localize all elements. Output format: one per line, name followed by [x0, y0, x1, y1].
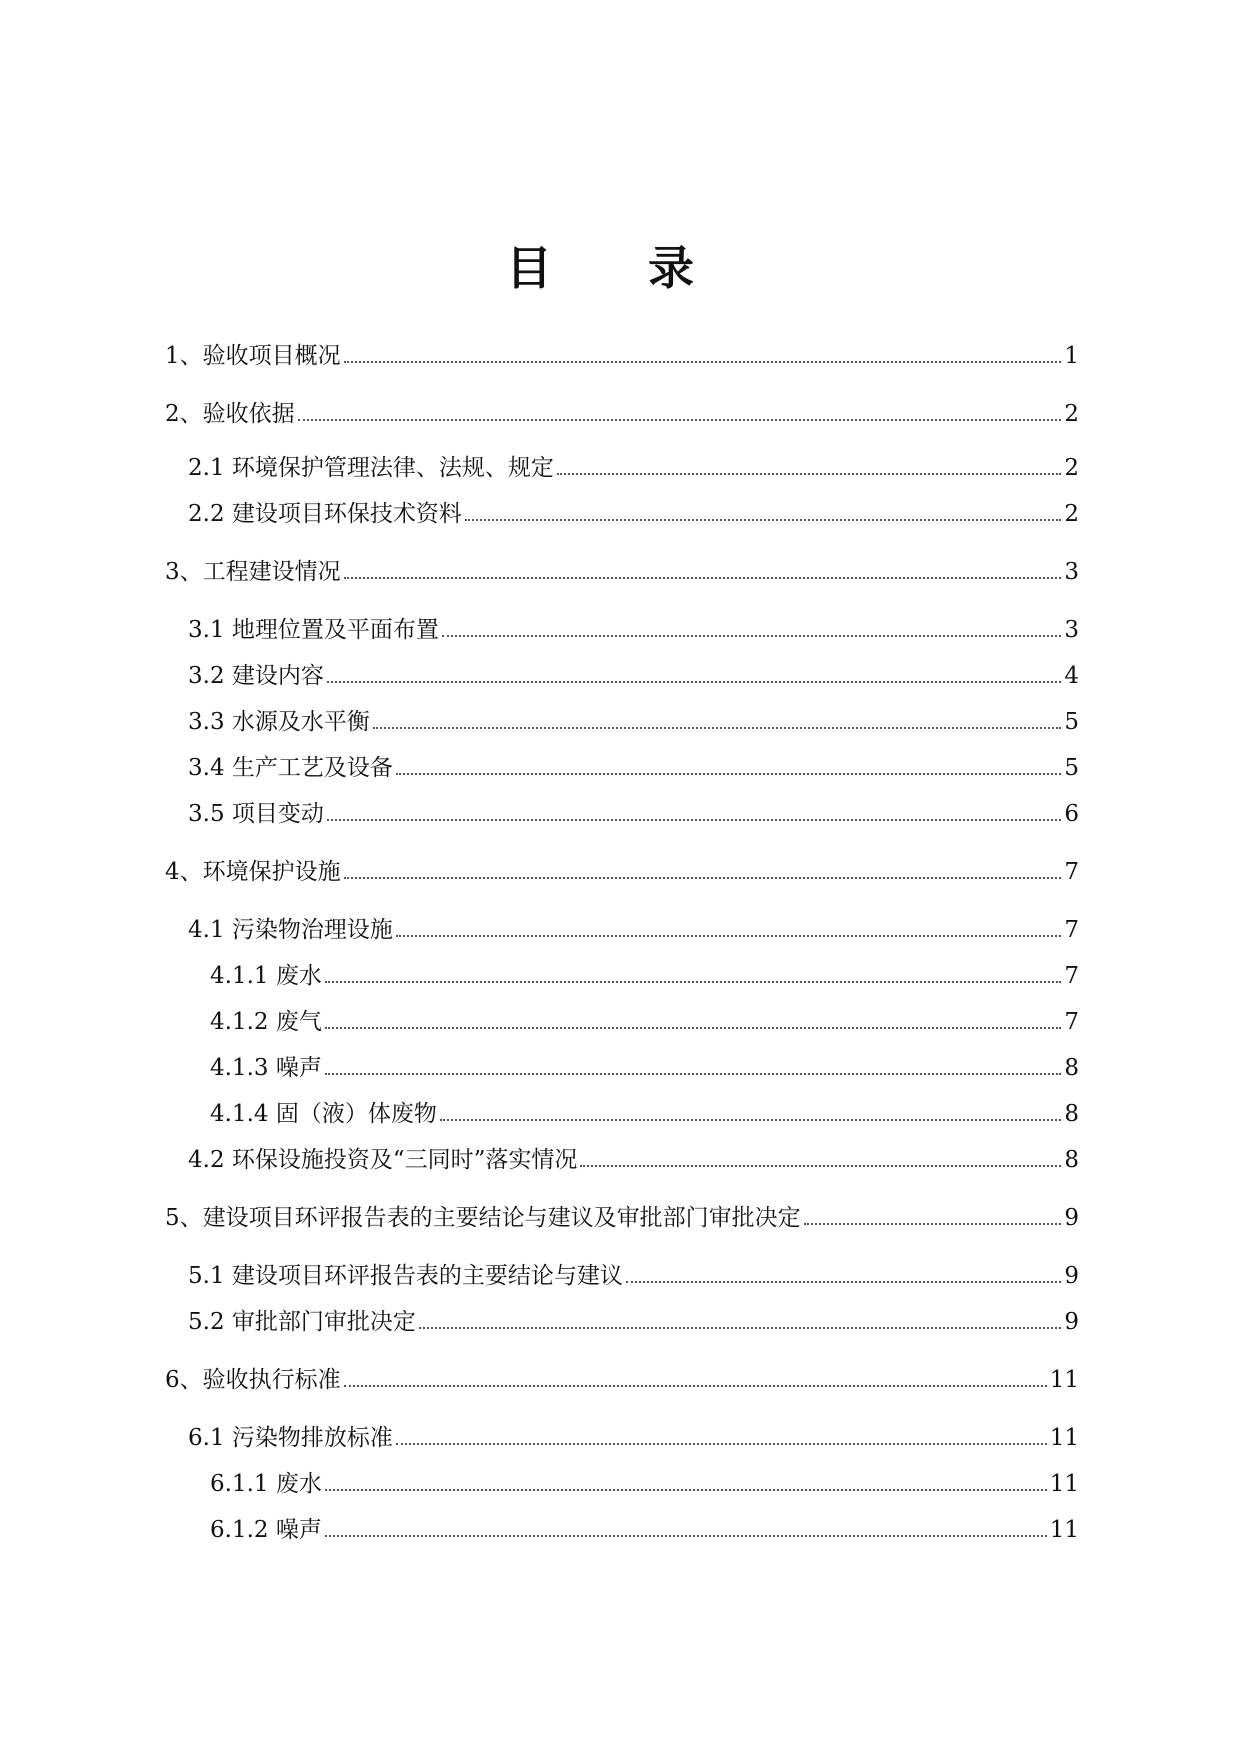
toc-entry-label: 6.1 污染物排放标准: [188, 1425, 393, 1451]
toc-entry-page: 7: [1064, 859, 1079, 885]
toc-entry-label: 2.1 环境保护管理法律、法规、规定: [188, 455, 554, 481]
toc-leader-dots: [373, 727, 1061, 729]
toc-entry-label: 3.1 地理位置及平面布置: [188, 617, 439, 643]
toc-entry-page: 11: [1049, 1367, 1079, 1393]
toc-entry-page: 1: [1064, 343, 1079, 369]
toc-entry[interactable]: [210, 1468, 1079, 1500]
toc-entry-page: 11: [1049, 1425, 1079, 1451]
toc-entry-label: 3.4 生产工艺及设备: [188, 755, 393, 781]
toc-entry[interactable]: [188, 914, 1079, 946]
toc-leader-dots: [442, 635, 1061, 637]
toc-entry-label: 4.1.2 废气: [210, 1009, 322, 1035]
toc-entry-page: 9: [1064, 1309, 1079, 1335]
toc-entry[interactable]: [210, 960, 1079, 992]
toc-entry-label: 4.1 污染物治理设施: [188, 917, 393, 943]
toc-entry-label: 4.2 环保设施投资及“三同时”落实情况: [188, 1147, 578, 1173]
toc-leader-dots: [626, 1281, 1061, 1283]
toc-entry-label: 6.1.2 噪声: [210, 1517, 322, 1543]
toc-entry-page: 8: [1064, 1147, 1079, 1173]
toc-entry-label: 4.1.3 噪声: [210, 1055, 322, 1081]
toc-entry-page: 5: [1064, 755, 1079, 781]
toc-entry[interactable]: [165, 1364, 1079, 1396]
toc-entry-label: 4.1.4 固（液）体废物: [210, 1101, 437, 1127]
toc-leader-dots: [325, 1535, 1047, 1537]
toc-entry-page: 7: [1064, 917, 1079, 943]
toc-leader-dots: [804, 1223, 1062, 1225]
toc-entry[interactable]: [188, 798, 1079, 830]
toc-entry-label: 5.1 建设项目环评报告表的主要结论与建议: [188, 1263, 623, 1289]
toc-leader-dots: [419, 1327, 1061, 1329]
toc-entry[interactable]: [188, 706, 1079, 738]
toc-entry-label: 6.1.1 废水: [210, 1471, 322, 1497]
toc-entry-page: 2: [1064, 401, 1079, 427]
toc-leader-dots: [327, 819, 1061, 821]
toc-entry-page: 2: [1064, 501, 1079, 527]
toc-entry-page: 7: [1064, 963, 1079, 989]
toc-entry[interactable]: [210, 1006, 1079, 1038]
toc-leader-dots: [325, 981, 1062, 983]
toc-entry-label: 1、验收项目概况: [165, 343, 341, 369]
toc-entry-page: 8: [1064, 1055, 1079, 1081]
toc-leader-dots: [325, 1027, 1062, 1029]
toc-entry-page: 3: [1064, 617, 1079, 643]
toc-entry-label: 3.5 项目变动: [188, 801, 324, 827]
toc-entry[interactable]: [165, 556, 1079, 588]
toc-leader-dots: [325, 1073, 1062, 1075]
toc-leader-dots: [557, 473, 1061, 475]
toc-entry-page: 7: [1064, 1009, 1079, 1035]
toc-leader-dots: [344, 1385, 1047, 1387]
toc-leader-dots: [344, 877, 1062, 879]
toc-entry-label: 3.3 水源及水平衡: [188, 709, 370, 735]
toc-entry[interactable]: [188, 1422, 1079, 1454]
toc-leader-dots: [396, 1443, 1047, 1445]
toc-entry-label: 5、建设项目环评报告表的主要结论与建议及审批部门审批决定: [165, 1205, 801, 1231]
toc-entry[interactable]: [188, 660, 1079, 692]
toc-entry[interactable]: [165, 398, 1079, 430]
toc-entry-label: 2.2 建设项目环保技术资料: [188, 501, 462, 527]
toc-entry[interactable]: [188, 1144, 1079, 1176]
toc-entry-label: 6、验收执行标准: [165, 1367, 341, 1393]
page-title: 目 录: [505, 241, 734, 295]
toc-entry[interactable]: [165, 340, 1079, 372]
toc-leader-dots: [465, 519, 1061, 521]
toc-entry-page: 11: [1049, 1471, 1079, 1497]
toc-entry[interactable]: [165, 856, 1079, 888]
toc-entry[interactable]: [188, 752, 1079, 784]
toc-entry-page: 2: [1064, 455, 1079, 481]
toc-entry-page: 8: [1064, 1101, 1079, 1127]
toc-leader-dots: [396, 935, 1061, 937]
toc-leader-dots: [327, 681, 1061, 683]
toc-entry-page: 11: [1049, 1517, 1079, 1543]
toc-entry-label: 3、工程建设情况: [165, 559, 341, 585]
toc-entry[interactable]: [188, 452, 1079, 484]
toc-entry[interactable]: [188, 1306, 1079, 1338]
toc-entry-page: 9: [1064, 1263, 1079, 1289]
toc-entry[interactable]: [210, 1052, 1079, 1084]
toc-entry-label: 4、环境保护设施: [165, 859, 341, 885]
toc-leader-dots: [325, 1489, 1047, 1491]
toc-leader-dots: [580, 1165, 1061, 1167]
toc-leader-dots: [440, 1119, 1062, 1121]
toc-entry-page: 9: [1064, 1205, 1079, 1231]
toc-entry[interactable]: [188, 1260, 1079, 1292]
toc-entry[interactable]: [165, 1202, 1079, 1234]
toc-entry-page: 4: [1064, 663, 1079, 689]
toc-entry-page: 5: [1064, 709, 1079, 735]
toc-entry-label: 3.2 建设内容: [188, 663, 324, 689]
toc-entry[interactable]: [188, 498, 1079, 530]
toc-entry-label: 2、验收依据: [165, 401, 295, 427]
toc-entry[interactable]: [188, 614, 1079, 646]
toc-entry-page: 6: [1064, 801, 1079, 827]
toc-entry[interactable]: [210, 1098, 1079, 1130]
toc-entry-label: 4.1.1 废水: [210, 963, 322, 989]
toc-entry-label: 5.2 审批部门审批决定: [188, 1309, 416, 1335]
toc-leader-dots: [344, 361, 1062, 363]
toc-leader-dots: [298, 419, 1062, 421]
toc-entry-page: 3: [1064, 559, 1079, 585]
toc-leader-dots: [396, 773, 1061, 775]
toc-leader-dots: [344, 577, 1062, 579]
toc-entry[interactable]: [210, 1514, 1079, 1546]
